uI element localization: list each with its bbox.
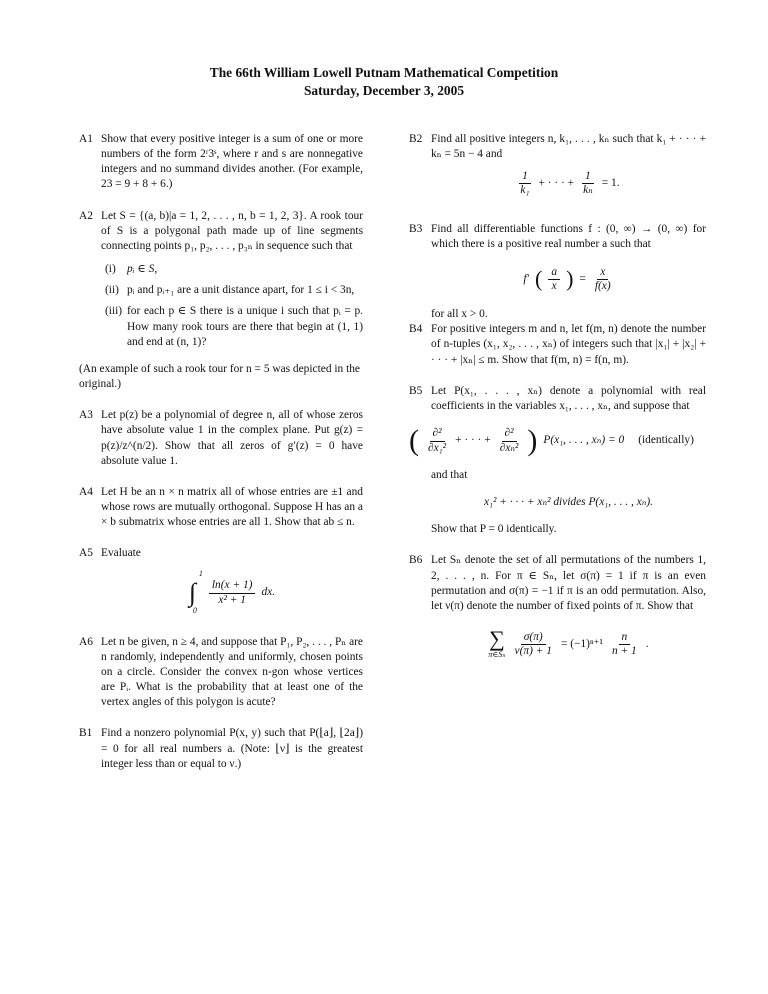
integral-dx: dx. [261,586,276,599]
problem-text: Show that every positive integer is a sum of one or more numbers of the form 2ʳ3ˢ, where r and s are nonnegative integers and no summand divides another. (For example, 23 = 9 + 8 + 6.) [101,133,363,191]
problem-label: B5 [409,384,423,397]
problem-text: Evaluate [101,547,141,560]
problem-label: A5 [79,547,93,560]
problem-b4 [409,322,706,367]
integral-display [101,569,363,616]
problem-b3 [409,222,706,323]
problem-b2 [409,132,706,198]
problem-text: For positive integers m and n, let f(m, n) denote the number of n-tuples (x₁, x₂, . . . , xₙ) of integers such that |x₁| + |x₂| + · · · + |xₙ| ≤ m. Show that f(m, n) = f(n, m). [431,323,706,366]
condition-item: (iii) for each p ∈ S there is a unique i such that pᵢ = p. How many rook tours are there that begin at (1, 1) and end at (n, 1)? [105,305,363,348]
condition-item: (ii) pᵢ and pᵢ₊₁ are a unit distance apart, for 1 ≤ i < 3n, [105,284,355,297]
problem-b1 [79,726,363,771]
equation-display: 1 k₁ + · · · + $\frac{1}{\text{kₙ}}$ = 1. [520,170,620,197]
sum-index: π∈Sₙ [488,650,506,660]
problem-text: Find all differentiable functions f : (0, ∞) → (0, ∞) for which there is a positive real number a such that [431,222,706,250]
problem-text: Let Sₙ denote the set of all permutations of the numbers 1, 2, . . . , n. For π ∈ Sₙ, let σ(π) = 1 if π is an even permutation and σ(π) = −1 if π is an odd permutation. Also, let ν(π) denote the number of fixed points of π. Show that [431,554,706,612]
problem-text: Let S = {(a, b)|a = 1, 2, . . . , n, b = 1, 2, 3}. A rook tour of S is a polygonal path made up of line segments connecting points p₁, p₂, . . . , p₃ₙ in sequence such that [101,209,363,252]
exam-title [0,64,768,100]
problem-question: How many rook tours are there that begin at (1, 1) and end at (n, 1)? [127,320,363,348]
problem-label: A6 [79,635,93,648]
problem-a2 [79,209,363,350]
integral-sign: ∫ [188,578,197,608]
laplacian-display: ( ∂² ∂x₁² + · · · + ∂² ∂xₙ² ) P(x₁, . . . , xₙ) = 0 (identically) [409,424,694,457]
problem-a4 [79,485,363,530]
competition-name: The 66th William Lowell Putnam Mathematical Competition [209,65,559,80]
integral-lower-limit: 0 [192,606,197,616]
problem-label: B6 [409,554,423,567]
sum-sign: ∑ [489,626,505,652]
problem-b6 [409,553,706,660]
problem-a1 [79,132,363,193]
problem-text: Let P(x₁, . . . , xₙ) denote a polynomial with real coefficients in the variables x₁, . . . , xₙ, and suppose that [431,384,706,412]
problem-label: A3 [79,409,93,422]
problem-label: A1 [79,133,93,145]
problem-b5-continued: and that x₁² + · · · + xₙ² divides P(x₁, . . . , xₙ). Show that P = 0 identically. [431,469,654,536]
sum-display: ∑ π∈Sₙ $\frac{\sigma(\pi)}{\nu(\pi) + 1}$ = (−1)ⁿ⁺¹ n n + 1 . [488,626,649,660]
problem-a6 [79,635,363,711]
integral-upper-limit: 1 [198,569,203,579]
problem-text: Find a nonzero polynomial P(x, y) such that P(⌊a⌋, ⌊2a⌋) = 0 for all real numbers a. (Note: ⌊ν⌋ is the greatest integer less than or equal to ν.) [101,727,363,770]
problem-label: B4 [409,323,423,336]
condition-list [101,262,363,350]
problem-note: (An example of such a rook tour for n = 5 was depicted in the original.) [79,362,360,391]
problem-label: B2 [409,133,423,145]
left-column [79,132,363,772]
problem-label: A2 [79,209,93,222]
problem-a5 [79,546,363,616]
problem-text: Find all positive integers n, k₁, . . . , kₙ such that k₁ + · · · + kₙ = 5n − 4 and [431,133,706,161]
integrand-fraction: ln(x + 1) x² + 1 [209,579,256,606]
problem-a3 [79,408,363,469]
problem-b5 [409,384,706,414]
condition-item: (i) pᵢ ∈ S, [105,263,158,276]
competition-date: Saturday, December 3, 2005 [303,83,465,99]
problem-text: Let H be an n × n matrix all of whose entries are ±1 and whose rows are mutually orthogonal. Suppose H has an a × b submatrix whose entries are all 1. Show that ab ≤ n. [101,485,363,529]
problem-label: B1 [79,727,93,740]
equation-display: f′ ( a x ) = $\frac{x}{f(x)}$ [523,265,611,292]
problem-label: B3 [409,222,423,235]
problem-text-continued: for all x > 0. [431,308,488,321]
problem-text: Let p(z) be a polynomial of degree n, all of whose zeros have absolute value 1 in the complex plane. Put g(z) = p(z)/z^(n/2). Show that all zeros of g′(z) = 0 have absolute value 1. [101,409,363,467]
problem-text: Let n be given, n ≥ 4, and suppose that P₁, P₂, . . . , Pₙ are n randomly, independently and uniformly, chosen points on a circle. Consider the convex n-gon whose vertices are Pᵢ. What is the probability that at least one of the vertex angles of this polygon is acute? [101,635,363,709]
right-column [409,132,706,675]
problem-label: A4 [79,485,93,498]
